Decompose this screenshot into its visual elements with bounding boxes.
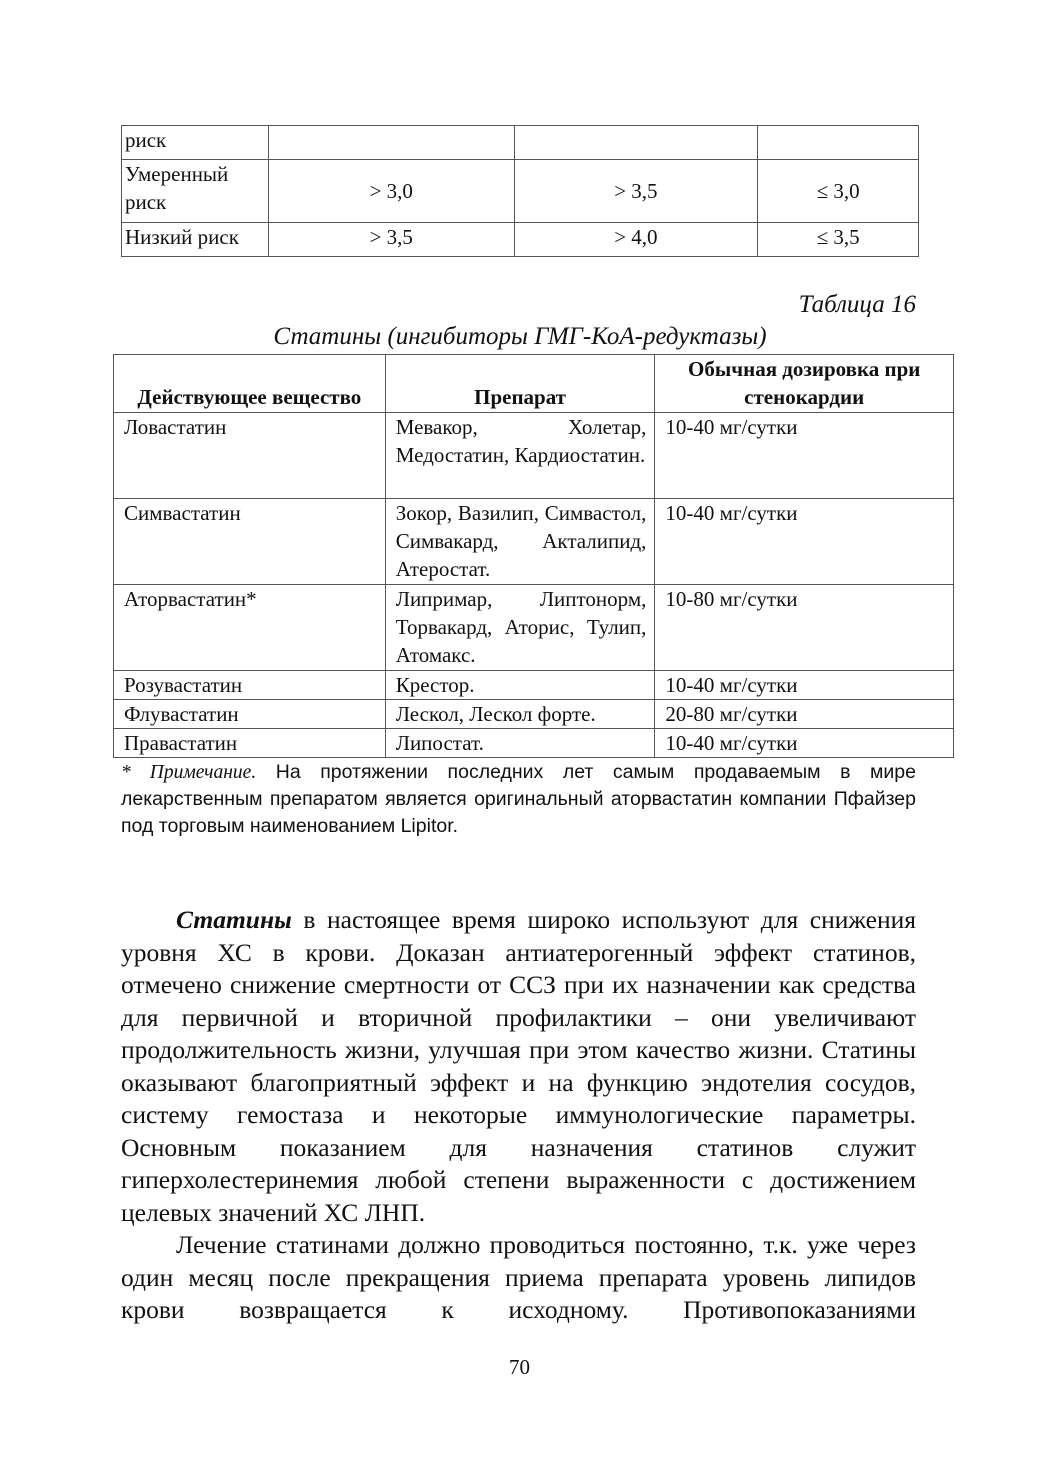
header-substance: Действующее вещество (114, 355, 386, 413)
substance-cell: Флувастатин (114, 700, 386, 729)
table-row (122, 160, 919, 223)
header-row (114, 355, 954, 413)
table-cell: > 3,5 (514, 160, 758, 223)
table-title: Статины (ингибиторы ГМГ-КоА-редуктазы) (273, 323, 767, 350)
risk-threshold-table (121, 125, 919, 257)
paragraph-text: в настоящее время широко используют для снижения уровня ХС в крови. Доказан антиатерогенный эффект статинов, отмечено снижение смертности от ССЗ при их назначении как средства для первичной и вторичной профилактики – они увеличивают продолжительность жизни, улучшая при этом качество жизни. Статины оказывают благоприятный эффект и на функцию эндотелия сосудов, систему гемостаза и некоторые иммунологические параметры. Основным показанием для назначения статинов служит гиперхолестеринемия любой степени выраженности с достижением целевых значений ХС ЛНП. (121, 905, 916, 1227)
table-cell (514, 126, 758, 160)
table-row (114, 499, 954, 585)
dose-cell: 10-40 мг/сутки (655, 413, 954, 499)
dose-cell: 10-40 мг/сутки (655, 671, 954, 700)
substance-cell: Ловастатин (114, 413, 386, 499)
page-number: 70 (509, 1355, 530, 1379)
substance-cell: Аторвастатин* (114, 585, 386, 671)
table-number: Таблица 16 (798, 291, 916, 318)
row-label: риск (122, 126, 269, 160)
header-drug: Препарат (385, 355, 655, 413)
dose-cell: 20-80 мг/сутки (655, 700, 954, 729)
drug-cell: Мевакор, Холетар, Медостатин, Кардиостатин. (385, 413, 655, 499)
table-cell: > 3,0 (268, 160, 514, 223)
table-row (114, 413, 954, 499)
table-row (114, 700, 954, 729)
paragraph: Лечение статинами должно проводиться постоянно, т.к. уже через один месяц после прекращения приема препарата уровень липидов крови возвращается к исходному. Противопоказаниями (121, 1230, 916, 1324)
substance-cell: Правастатин (114, 729, 386, 758)
table-cell: > 3,5 (268, 223, 514, 257)
drug-cell: Зокор, Вазилип, Симвастол, Симвакард, Акталипид, Атеростат. (385, 499, 655, 585)
term-statins: Статины (176, 905, 292, 934)
drug-cell: Крестор. (385, 671, 655, 700)
table-row (114, 585, 954, 671)
table-row (114, 671, 954, 700)
table-cell: > 4,0 (514, 223, 758, 257)
row-label: Умеренный риск (122, 160, 269, 223)
table-row (114, 729, 954, 758)
dose-cell: 10-80 мг/сутки (655, 585, 954, 671)
paragraph (121, 904, 916, 1229)
footnote-label: * Примечание. (121, 762, 257, 783)
table-footnote (121, 759, 916, 840)
table-cell: ≤ 3,5 (758, 223, 919, 257)
substance-cell: Розувастатин (114, 671, 386, 700)
table-row (122, 223, 919, 257)
dose-cell: 10-40 мг/сутки (655, 729, 954, 758)
drug-cell: Липримар, Липтонорм, Торвакард, Аторис, Тулип, Атомакс. (385, 585, 655, 671)
footnote-text: На протяжении последних лет самым продаваемым в мире лекарственным препаратом является оригинальный аторвастатин компании Пфайзер под торговым наименованием Lipitor. (121, 761, 917, 837)
table-cell (758, 126, 919, 160)
row-label: Низкий риск (122, 223, 269, 257)
drug-cell: Лескол, Лескол форте. (385, 700, 655, 729)
dose-cell: 10-40 мг/сутки (655, 499, 954, 585)
statins-table (113, 354, 954, 758)
body-text (121, 904, 916, 1327)
drug-cell: Липостат. (385, 729, 655, 758)
table-row (122, 126, 919, 160)
header-dose: Обычная дозировка при стенокардии (655, 355, 954, 413)
substance-cell: Симвастатин (114, 499, 386, 585)
table-cell (268, 126, 514, 160)
table-cell: ≤ 3,0 (758, 160, 919, 223)
